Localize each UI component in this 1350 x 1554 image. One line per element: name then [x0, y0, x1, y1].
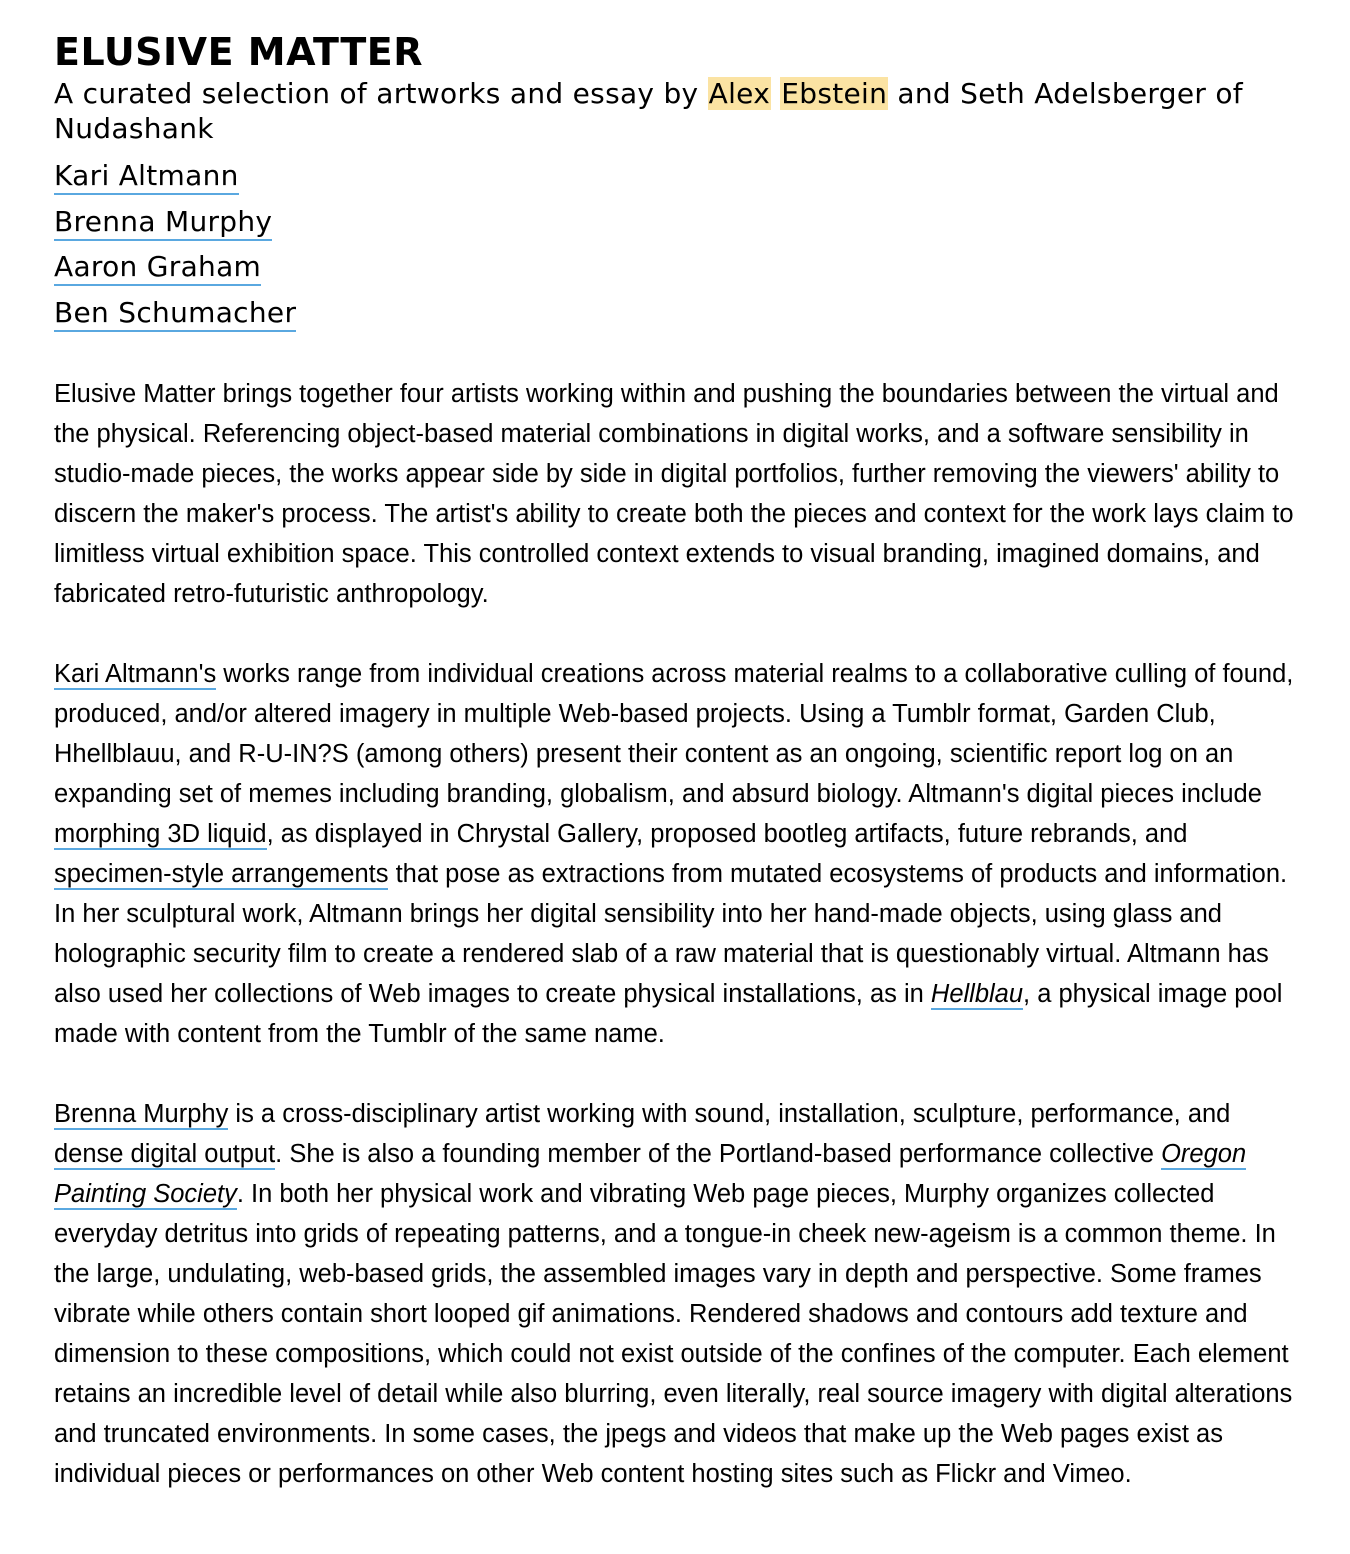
artist-link-brenna-murphy[interactable]: Brenna Murphy	[54, 205, 272, 241]
artist-link-kari-altmann[interactable]: Kari Altmann	[54, 159, 239, 195]
link-oregon-painting-society-text: Oregon Painting Society	[54, 1140, 1247, 1208]
essay-altmann-paragraph	[54, 654, 1294, 1054]
paragraph-text: . She is also a founding member of the Portland-based performance collective	[275, 1140, 1162, 1168]
paragraph-text: , as displayed in Chrystal Gallery, proposed bootleg artifacts, future rebrands, and	[266, 820, 1188, 848]
link-hellblau[interactable]	[931, 980, 1023, 1010]
link-specimen-style-arrangements[interactable]: specimen-style arrangements	[54, 860, 389, 888]
link-kari-altmann[interactable]: Kari Altmann's	[54, 660, 217, 688]
essay-intro-paragraph: Elusive Matter brings together four artists working within and pushing the boundaries between the virtual and the physical. Referencing object-based material combinations in digital works, and a software sensibility in studio-made pieces, the works appear side by side in digital portfolios, further removing the viewers' ability to discern the maker's process. The artist's ability to create both the pieces and context for the work lays claim to limitless virtual exhibition space. This controlled context extends to visual branding, imagined domains, and fabricated retro-futuristic anthropology.	[54, 380, 1294, 608]
subtitle-text-pre: A curated selection of artworks and essay by	[54, 77, 708, 110]
artist-link-item	[54, 204, 1294, 250]
artist-link-ben-schumacher[interactable]: Ben Schumacher	[54, 296, 296, 332]
paragraph-text: that pose as extractions from mutated ecosystems of products and information. In her sculptural work, Altmann brings her digital sensibility into her hand-made objects, using glass and holographic security film to create a rendered slab of a raw material that is questionably virtual. Altmann has also used her collections of Web images to create physical installations, as in	[54, 860, 1288, 1008]
essay-body	[54, 374, 1294, 1494]
page-content	[54, 28, 1294, 1534]
link-dense-digital-output[interactable]: dense digital output	[54, 1140, 276, 1168]
artist-link-item	[54, 249, 1294, 295]
subtitle-text-post: and Seth Adelsberger of Nudashank	[54, 77, 1243, 145]
highlighted-word-alex: Alex	[708, 77, 771, 110]
paragraph-text: . In both her physical work and vibrating Web page pieces, Murphy organizes collected everyday detritus into grids of repeating patterns, and a tongue-in cheek new-ageism is a common theme. In the large, undulating, web-based grids, the assembled images vary in depth and perspective. Some frames vibrate while others contain short looped gif animations. Rendered shadows and contours add texture and dimension to these compositions, which could not exist outside of the confines of the computer. Each element retains an incredible level of detail while also blurring, even literally, real source imagery with digital alterations and truncated environments. In some cases, the jpegs and videos that make up the Web pages exist as individual pieces or performances on other Web content hosting sites such as Flickr and Vimeo.	[54, 1180, 1293, 1488]
artist-link-item	[54, 295, 1294, 341]
artist-link-item	[54, 158, 1294, 204]
artist-link-aaron-graham[interactable]: Aaron Graham	[54, 250, 261, 286]
paragraph-text: works range from individual creations across material realms to a collaborative culling of found, produced, and/or altered imagery in multiple Web-based projects. Using a Tumblr format, Garden Club, Hhellblauu, and R-U-IN?S (among others) present their content as an ongoing, scientific report log on an expanding set of memes including branding, globalism, and absurd biology. Altmann's digital pieces include	[54, 660, 1294, 808]
page-title: ELUSIVE MATTER	[54, 30, 423, 74]
paragraph-text: , a physical image pool made with content from the Tumblr of the same name.	[54, 980, 1283, 1048]
link-brenna-murphy[interactable]: Brenna Murphy	[54, 1100, 229, 1128]
page-subtitle	[54, 76, 1294, 146]
essay-murphy-paragraph	[54, 1094, 1294, 1494]
artist-link-list	[54, 158, 1294, 340]
highlighted-word-ebstein: Ebstein	[781, 77, 888, 110]
link-hellblau-text: Hellblau	[930, 980, 1024, 1008]
paragraph-text: is a cross-disciplinary artist working with sound, installation, sculpture, performance, and	[228, 1100, 1231, 1128]
link-morphing-3d-liquid[interactable]: morphing 3D liquid	[54, 820, 267, 848]
